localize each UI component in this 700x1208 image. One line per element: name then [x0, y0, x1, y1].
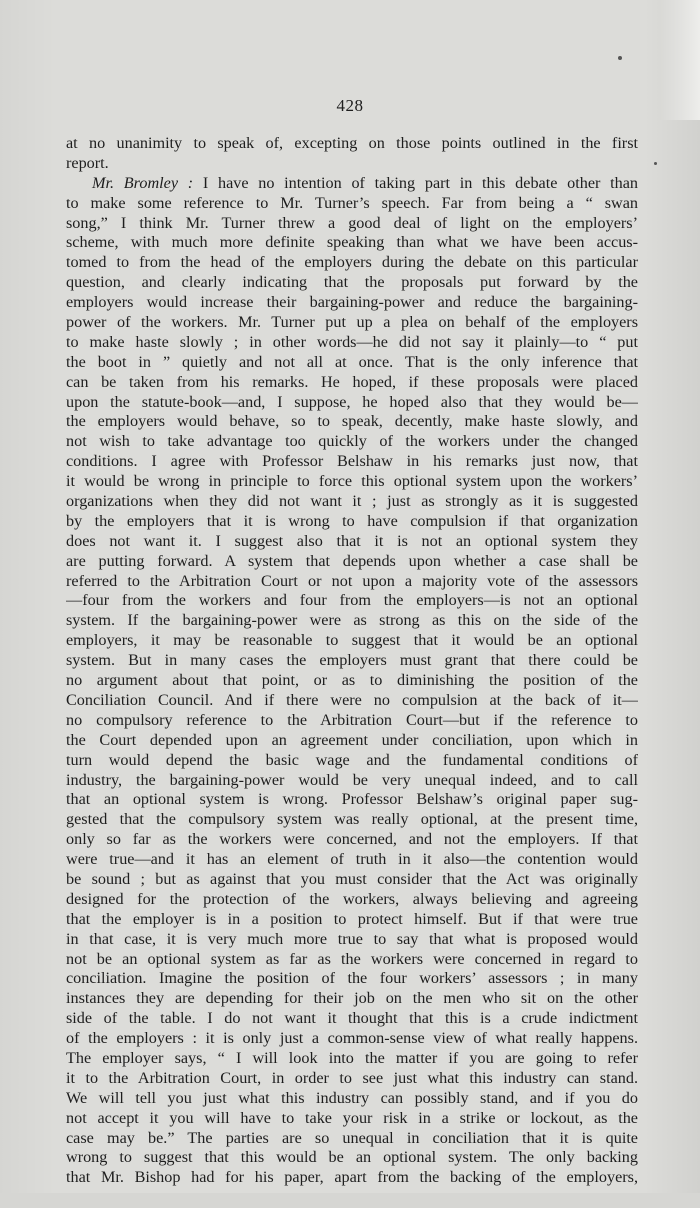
text-line: can be taken from his remarks. He hoped, if these proposals were placed	[66, 372, 638, 391]
text-line: question, and clearly indicating that the proposals put forward by the	[66, 273, 638, 292]
text-line: We will tell you just what this industry can possibly stand, and if you do	[66, 1088, 638, 1107]
text-line: system. But in many cases the employers must grant that there could be	[66, 651, 638, 670]
speaker-line	[66, 174, 638, 194]
text-line: case may be.” The parties are so unequal in conciliation that it is quite	[66, 1128, 638, 1147]
text-line: conciliation. Imagine the position of the four workers’ assessors ; in many	[66, 969, 638, 988]
text-line: power of the workers. Mr. Turner put up a plea on behalf of the employers	[66, 313, 638, 332]
text-line: be sound ; but as against that you must consider that the Act was originally	[66, 869, 638, 888]
text-line	[66, 1188, 638, 1208]
text-line: the boot in ” quietly and not all at once. That is the only inference that	[66, 352, 638, 371]
text-line: report.	[66, 153, 109, 172]
text-line: designed for the protection of the workers, always believing and agreeing	[66, 889, 638, 908]
text-line: system. If the bargaining-power were as strong as this on the side of the	[66, 611, 638, 630]
text-line: wrong to suggest that this would be an optional system. The only backing	[66, 1148, 638, 1167]
text-line: by the employers that it is wrong to have compulsion if that organization	[66, 511, 638, 530]
paper-speck	[654, 162, 657, 165]
text-line: were true—and it has an element of truth in it also—the contention would	[66, 850, 638, 869]
text-line: Conciliation Council. And if there were no compulsion at the back of it—	[66, 690, 638, 709]
text-line: does not want it. I suggest also that it is not an optional system they	[66, 531, 638, 550]
body-text	[66, 134, 638, 1208]
text-line: not accept it you will have to take your risk in a strike or lockout, as the	[66, 1108, 638, 1127]
text-line: referred to the Arbitration Court or not upon a majority vote of the assessors	[66, 571, 638, 590]
text-line: organizations when they did not want it ; just as strongly as it is suggested	[66, 492, 638, 511]
text-line: in that case, it is very much more true to say that what is proposed would	[66, 929, 638, 948]
text-line: the employers would behave, so to speak, decently, make haste slowly, and	[66, 412, 638, 431]
text-line: The employer says, “ I will look into the matter if you are going to refer	[66, 1048, 638, 1067]
text-line: are putting forward. A system that depends upon whether a case shall be	[66, 551, 638, 570]
text-line: employers, it may be reasonable to suggest that it would be an optional	[66, 631, 638, 650]
text-line: that an optional system is wrong. Professor Belshaw’s original paper sug-	[66, 790, 638, 809]
text-line: to make some reference to Mr. Turner’s speech. Far from being a “ swan	[66, 193, 638, 212]
text-line: not wish to take advantage too quickly of the workers under the changed	[66, 432, 638, 451]
text-line: —four from the workers and four from the employers—is not an optional	[66, 591, 638, 610]
text-line: that the employer is in a position to protect himself. But if that were true	[66, 909, 638, 928]
speaker-name: Mr. Bromley :	[92, 173, 194, 192]
text-line: of the employers : it is only just a common-sense view of what really happens.	[66, 1029, 638, 1048]
text-line: scheme, with much more definite speaking than what we have been accus-	[66, 233, 638, 252]
text-line: industry, the bargaining-power would be very unequal indeed, and to call	[66, 770, 638, 789]
text-line: conditions. I agree with Professor Belshaw in his remarks just now, that	[66, 452, 638, 471]
text-line: to make haste slowly ; in other words—he did not say it plainly—to “ put	[66, 332, 638, 351]
text-line: gested that the compulsory system was really optional, at the present time,	[66, 810, 638, 829]
text-line: the Court depended upon an agreement under conciliation, upon which in	[66, 730, 638, 749]
text-line: employers would increase their bargaining-power and reduce the bargaining-	[66, 293, 638, 312]
text-line: not be an optional system as far as the workers were concerned in regard to	[66, 949, 638, 968]
text-line: that Mr. Bishop had for his paper, apart from the backing of the employers,	[66, 1168, 638, 1187]
text-line: only so far as the workers were concerned, and not the employers. If that	[66, 830, 638, 849]
text-line: no compulsory reference to the Arbitration Court—but if the reference to	[66, 710, 638, 729]
paper-speck	[618, 56, 622, 60]
text-line: instances they are depending for their job on the men who sit on the other	[66, 989, 638, 1008]
text-line: turn would depend the basic wage and the fundamental conditions of	[66, 750, 638, 769]
speaker-line-text: I have no intention of taking part in this debate other than	[202, 173, 638, 192]
text-line: it to the Arbitration Court, in order to see just what this industry can stand.	[66, 1068, 638, 1087]
page-number: 428	[336, 96, 364, 115]
text-line: at no unanimity to speak of, excepting on those points outlined in the first	[66, 134, 638, 152]
text-line: side of the table. I do not want it thought that this is a crude indictment	[66, 1009, 638, 1028]
text-line: it would be wrong in principle to force this optional system upon the workers’	[66, 472, 638, 491]
text-line: upon the statute-book—and, I suppose, he hoped also that they would be—	[66, 392, 638, 411]
text-line: song,” I think Mr. Turner threw a good deal of light on the employers’	[66, 213, 638, 232]
text-line: tomed to from the head of the employers during the debate on this particular	[66, 253, 638, 272]
text-line: no argument about that point, or as to diminishing the position of the	[66, 671, 638, 690]
